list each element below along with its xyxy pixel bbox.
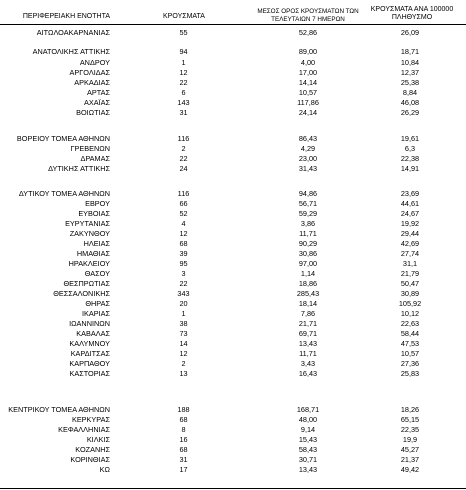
cell-per100k: 8,84	[402, 88, 418, 97]
header-per100k-line2: ΠΛΗΘΥΣΜΟ	[391, 14, 433, 21]
cell-region: ΚΕΝΤΡΙΚΟΥ ΤΟΜΕΑ ΑΘΗΝΩΝ	[8, 405, 110, 414]
cell-avg: 13,43	[298, 339, 318, 348]
cell-per100k: 10,12	[400, 309, 420, 318]
cell-region: ΒΟΙΩΤΙΑΣ	[76, 108, 110, 117]
cell-avg: 4,00	[300, 58, 316, 67]
cell-cases: 31	[179, 455, 188, 464]
cell-cases: 116	[177, 189, 190, 198]
cell-region: ΑΡΓΟΛΙΔΑΣ	[69, 68, 110, 77]
cell-per100k: 22,38	[400, 154, 420, 163]
cell-region: ΘΑΣΟΥ	[84, 269, 110, 278]
cell-region: ΒΟΡΕΙΟΥ ΤΟΜΕΑ ΑΘΗΝΩΝ	[16, 134, 110, 143]
cell-avg: 21,71	[298, 319, 318, 328]
cell-region: ΚΑΡΠΑΘΟΥ	[69, 359, 110, 368]
cell-per100k: 10,57	[400, 349, 420, 358]
cell-cases: 17	[179, 465, 188, 474]
cell-cases: 66	[179, 199, 188, 208]
cell-cases: 73	[179, 329, 188, 338]
cell-cases: 2	[181, 359, 186, 368]
cell-cases: 95	[179, 259, 188, 268]
cell-avg: 69,71	[298, 329, 318, 338]
cell-per100k: 19,9	[402, 435, 418, 444]
cell-region: ΘΗΡΑΣ	[85, 299, 110, 308]
cell-per100k: 31,1	[402, 259, 418, 268]
cell-per100k: 10,84	[400, 58, 420, 67]
cell-per100k: 12,37	[400, 68, 420, 77]
cell-cases: 188	[177, 405, 190, 414]
cell-avg: 86,43	[298, 134, 318, 143]
cell-avg: 31,43	[298, 164, 318, 173]
cell-cases: 22	[179, 78, 188, 87]
cell-per100k: 30,89	[400, 289, 420, 298]
cell-region: ΑΙΤΩΛΟΑΚΑΡΝΑΝΙΑΣ	[36, 28, 110, 37]
cell-avg: 48,00	[298, 415, 318, 424]
cell-avg: 1,14	[300, 269, 316, 278]
cell-cases: 68	[179, 415, 188, 424]
cell-region: ΑΧΑΪΑΣ	[83, 98, 110, 107]
cell-per100k: 21,37	[400, 455, 420, 464]
cell-cases: 13	[179, 369, 188, 378]
cell-per100k: 22,63	[400, 319, 420, 328]
cell-avg: 24,14	[298, 108, 318, 117]
cell-per100k: 42,69	[400, 239, 420, 248]
header-per100k-line1: ΚΡΟΥΣΜΑΤΑ ΑΝΑ 100000	[370, 6, 454, 13]
cell-per100k: 19,61	[400, 134, 420, 143]
cell-cases: 22	[179, 279, 188, 288]
cell-cases: 22	[179, 154, 188, 163]
cell-avg: 168,71	[296, 405, 320, 414]
cell-cases: 2	[181, 144, 186, 153]
cell-per100k: 6,3	[404, 144, 416, 153]
cell-per100k: 45,27	[400, 445, 420, 454]
cell-avg: 89,00	[298, 47, 318, 56]
cell-avg: 11,71	[299, 349, 317, 358]
cell-cases: 14	[179, 339, 188, 348]
cell-per100k: 29,44	[400, 229, 420, 238]
cell-region: ΙΩΑΝΝΙΝΩΝ	[69, 319, 110, 328]
cell-cases: 6	[181, 88, 186, 97]
cell-per100k: 25,83	[400, 369, 420, 378]
cell-per100k: 46,08	[400, 98, 420, 107]
cell-region: ΚΑΡΔΙΤΣΑΣ	[70, 349, 110, 358]
cell-cases: 55	[179, 28, 188, 37]
cell-region: ΚΙΛΚΙΣ	[86, 435, 110, 444]
cell-cases: 116	[177, 134, 190, 143]
cell-cases: 39	[179, 249, 188, 258]
cell-region: ΗΡΑΚΛΕΙΟΥ	[68, 259, 110, 268]
cell-region: ΑΝΔΡΟΥ	[79, 58, 110, 67]
cell-cases: 12	[179, 349, 188, 358]
cell-region: ΖΑΚΥΝΘΟΥ	[69, 229, 110, 238]
cell-per100k: 14,91	[400, 164, 420, 173]
cell-per100k: 21,79	[400, 269, 420, 278]
cell-cases: 12	[179, 68, 188, 77]
cell-region: ΕΥΡΥΤΑΝΙΑΣ	[65, 219, 110, 228]
cell-avg: 11,71	[299, 229, 317, 238]
cell-per100k: 50,47	[400, 279, 420, 288]
cell-per100k: 105,92	[398, 299, 422, 308]
cell-per100k: 24,67	[400, 209, 420, 218]
cell-per100k: 26,29	[400, 108, 420, 117]
cell-region: ΚΟΖΑΝΗΣ	[75, 445, 110, 454]
cell-avg: 17,00	[298, 68, 318, 77]
cell-region: ΚΑΛΥΜΝΟΥ	[69, 339, 110, 348]
cell-region: ΕΥΒΟΙΑΣ	[78, 209, 110, 218]
cell-per100k: 25,38	[400, 78, 420, 87]
cell-region: ΗΜΑΘΙΑΣ	[76, 249, 110, 258]
cell-cases: 68	[179, 239, 188, 248]
cell-region: ΚΑΒΑΛΑΣ	[76, 329, 110, 338]
cell-avg: 56,71	[298, 199, 318, 208]
cell-per100k: 19,92	[400, 219, 420, 228]
cell-avg: 7,86	[300, 309, 316, 318]
cell-avg: 9,14	[300, 425, 316, 434]
cell-per100k: 22,35	[400, 425, 420, 434]
header-cases: ΚΡΟΥΣΜΑΤΑ	[163, 13, 205, 20]
cell-avg: 90,29	[298, 239, 318, 248]
cell-cases: 1	[181, 58, 186, 67]
cell-cases: 52	[179, 209, 188, 218]
cell-cases: 31	[179, 108, 188, 117]
cell-region: ΘΕΣΠΡΩΤΙΑΣ	[63, 279, 110, 288]
cell-avg: 10,57	[298, 88, 318, 97]
cell-cases: 143	[177, 98, 190, 107]
cell-cases: 1	[181, 309, 186, 318]
cell-cases: 20	[179, 299, 188, 308]
cell-region: ΗΛΕΙΑΣ	[83, 239, 110, 248]
cell-per100k: 65,15	[400, 415, 420, 424]
header-avg-line1: ΜΕΣΟΣ ΟΡΟΣ ΚΡΟΥΣΜΑΤΩΝ ΤΩΝ	[257, 8, 359, 15]
cell-region: ΚΕΦΑΛΛΗΝΙΑΣ	[58, 425, 110, 434]
cell-cases: 3	[181, 269, 186, 278]
cell-cases: 8	[181, 425, 186, 434]
cell-avg: 13,43	[298, 465, 318, 474]
cell-avg: 4,29	[300, 144, 316, 153]
bottom-rule	[0, 488, 466, 489]
cell-avg: 94,86	[298, 189, 318, 198]
cell-cases: 16	[179, 435, 188, 444]
cell-region: ΔΥΤΙΚΟΥ ΤΟΜΕΑ ΑΘΗΝΩΝ	[18, 189, 110, 198]
cell-per100k: 47,53	[400, 339, 420, 348]
cell-per100k: 49,42	[400, 465, 420, 474]
cell-region: ΔΥΤΙΚΗΣ ΑΤΤΙΚΗΣ	[48, 164, 110, 173]
cell-per100k: 18,26	[400, 405, 420, 414]
cell-avg: 23,00	[298, 154, 318, 163]
cell-region: ΔΡΑΜΑΣ	[80, 154, 110, 163]
cell-cases: 38	[179, 319, 188, 328]
cell-per100k: 23,69	[400, 189, 420, 198]
cell-per100k: 58,44	[400, 329, 420, 338]
cell-avg: 15,43	[298, 435, 318, 444]
cell-cases: 12	[179, 229, 188, 238]
cell-avg: 117,86	[297, 98, 319, 107]
cell-per100k: 27,74	[400, 249, 420, 258]
cell-region: ΕΒΡΟΥ	[85, 199, 110, 208]
cell-region: ΑΡΤΑΣ	[86, 88, 110, 97]
cell-cases: 24	[179, 164, 188, 173]
cell-region: ΙΚΑΡΙΑΣ	[81, 309, 110, 318]
cell-avg: 3,86	[300, 219, 316, 228]
cell-avg: 52,86	[298, 28, 318, 37]
cell-cases: 343	[177, 289, 190, 298]
cell-per100k: 26,09	[400, 28, 420, 37]
cell-avg: 18,86	[298, 279, 318, 288]
cell-region: ΚΕΡΚΥΡΑΣ	[71, 415, 110, 424]
top-rule	[0, 24, 466, 25]
cell-avg: 16,43	[298, 369, 318, 378]
cell-per100k: 44,61	[400, 199, 420, 208]
cell-avg: 58,43	[298, 445, 318, 454]
cell-avg: 97,00	[298, 259, 318, 268]
cell-cases: 94	[179, 47, 188, 56]
cell-region: ΑΡΚΑΔΙΑΣ	[74, 78, 110, 87]
header-avg-line2: ΤΕΛΕΥΤΑΙΩΝ 7 ΗΜΕΡΩΝ	[271, 16, 345, 23]
cell-region: ΑΝΑΤΟΛΙΚΗΣ ΑΤΤΙΚΗΣ	[32, 47, 110, 56]
cell-cases: 4	[181, 219, 186, 228]
cell-region: ΚΑΣΤΟΡΙΑΣ	[69, 369, 110, 378]
cell-region: ΓΡΕΒΕΝΩΝ	[70, 144, 110, 153]
cell-avg: 30,71	[298, 455, 318, 464]
cell-region: ΚΩ	[99, 465, 110, 474]
cell-cases: 68	[179, 445, 188, 454]
cell-avg: 3,43	[300, 359, 316, 368]
cell-avg: 59,29	[298, 209, 318, 218]
cell-region: ΘΕΣΣΑΛΟΝΙΚΗΣ	[53, 289, 110, 298]
header-region: ΠΕΡΙΦΕΡΕΙΑΚΗ ΕΝΟΤΗΤΑ	[22, 13, 110, 20]
cell-avg: 30,86	[298, 249, 318, 258]
cell-avg: 18,14	[298, 299, 318, 308]
cell-per100k: 27,36	[400, 359, 420, 368]
cell-region: ΚΟΡΙΝΘΙΑΣ	[70, 455, 110, 464]
cell-avg: 14,14	[298, 78, 318, 87]
cell-avg: 285,43	[296, 289, 320, 298]
cell-per100k: 18,71	[400, 47, 420, 56]
